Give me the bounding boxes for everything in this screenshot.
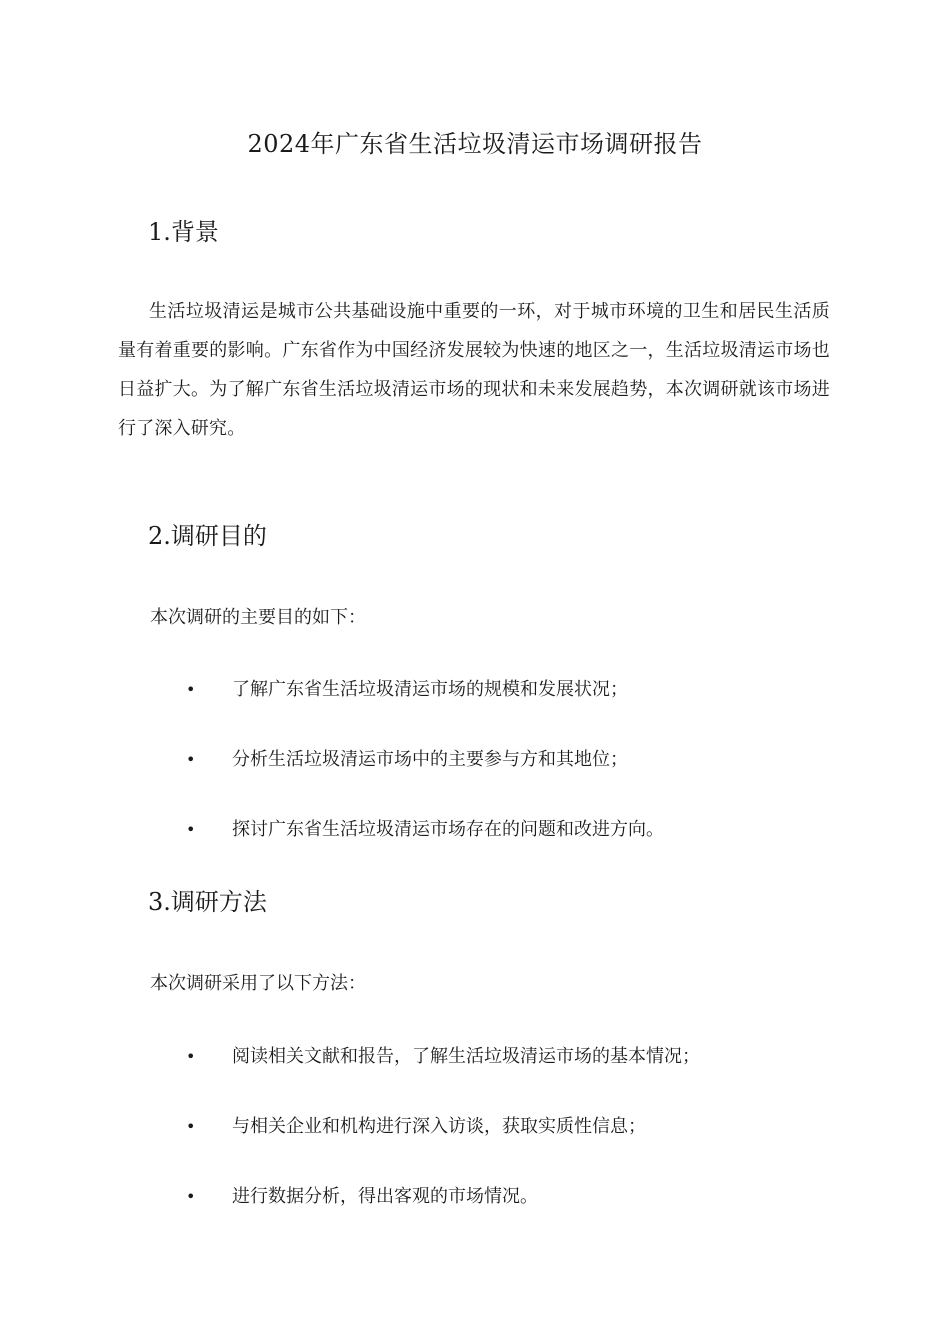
method-intro: 本次调研采用了以下方法：	[150, 973, 366, 994]
section-heading-method: 3.调研方法	[148, 888, 267, 916]
document-title: 2024年广东省生活垃圾清运市场调研报告	[247, 130, 703, 158]
list-item	[186, 676, 628, 704]
list-item-text: 了解广东省生活垃圾清运市场的规模和发展状况；	[232, 679, 628, 700]
list-item-text: 阅读相关文献和报告，了解生活垃圾清运市场的基本情况；	[232, 1046, 700, 1067]
list-item-text: 探讨广东省生活垃圾清运市场存在的问题和改进方向。	[232, 819, 664, 840]
bullet-icon: •	[186, 680, 196, 699]
list-item	[186, 816, 664, 844]
list-item-text: 分析生活垃圾清运市场中的主要参与方和其地位；	[232, 749, 628, 770]
background-paragraph: 生活垃圾清运是城市公共基础设施中重要的一环，对于城市环境的卫生和居民生活质量有着重要的影响。广东省作为中国经济发展较为快速的地区之一，生活垃圾清运市场也日益扩大。为了解广东省生活垃圾清运市场的现状和未来发展趋势，本次调研就该市场进行了深入研究。	[118, 301, 830, 439]
bullet-icon: •	[186, 1117, 196, 1136]
list-item	[186, 1043, 700, 1071]
list-item	[186, 1183, 538, 1211]
bullet-icon: •	[186, 750, 196, 769]
list-item-text: 进行数据分析，得出客观的市场情况。	[232, 1186, 538, 1207]
list-item	[186, 746, 628, 774]
section-heading-purpose: 2.调研目的	[148, 522, 267, 550]
bullet-icon: •	[186, 820, 196, 839]
section-heading-background: 1.背景	[148, 218, 219, 246]
purpose-intro: 本次调研的主要目的如下：	[150, 607, 366, 628]
list-item-text: 与相关企业和机构进行深入访谈，获取实质性信息；	[232, 1116, 646, 1137]
list-item	[186, 1113, 646, 1141]
bullet-icon: •	[186, 1047, 196, 1066]
bullet-icon: •	[186, 1187, 196, 1206]
